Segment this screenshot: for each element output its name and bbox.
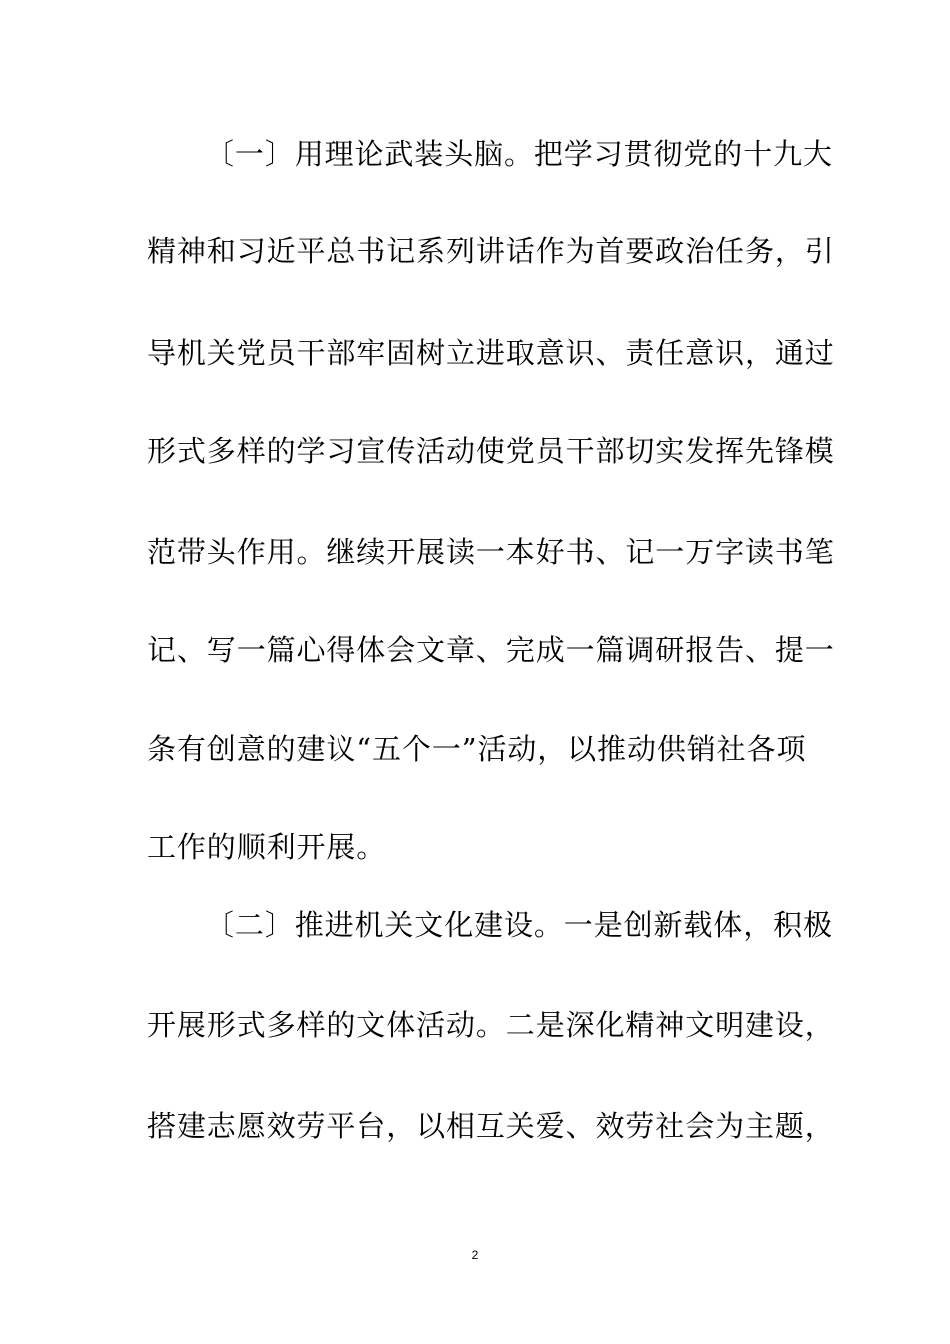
paragraph-1-line-5: 范带头作用。继续开展读一本好书、记一万字读书笔	[147, 535, 835, 569]
paragraph-1-line-6: 记、写一篇心得体会文章、完成一篇调研报告、提一	[147, 633, 835, 667]
paragraph-1-line-1: 〔一〕用理论武装头脑。把学习贯彻党的十九大	[205, 137, 833, 171]
paragraph-1-line-7: 条有创意的建议“五个一”活动，以推动供销社各项	[147, 732, 807, 766]
page-number: 2	[471, 1248, 479, 1262]
paragraph-2-line-3: 搭建志愿效劳平台，以相互关爱、效劳社会为主题，	[147, 1109, 835, 1143]
paragraph-2-line-2: 开展形式多样的文体活动。二是深化精神文明建设，	[147, 1008, 835, 1042]
paragraph-1-line-2: 精神和习近平总书记系列讲话作为首要政治任务，引	[147, 234, 835, 268]
paragraph-1-line-3: 导机关党员干部牢固树立进取意识、责任意识，通过	[147, 336, 835, 370]
paragraph-1-line-8: 工作的顺利开展。	[147, 830, 387, 864]
paragraph-2-line-1: 〔二〕推进机关文化建设。一是创新载体，积极	[205, 908, 833, 942]
paragraph-1-line-4: 形式多样的学习宣传活动使党员干部切实发挥先锋模	[147, 434, 835, 468]
